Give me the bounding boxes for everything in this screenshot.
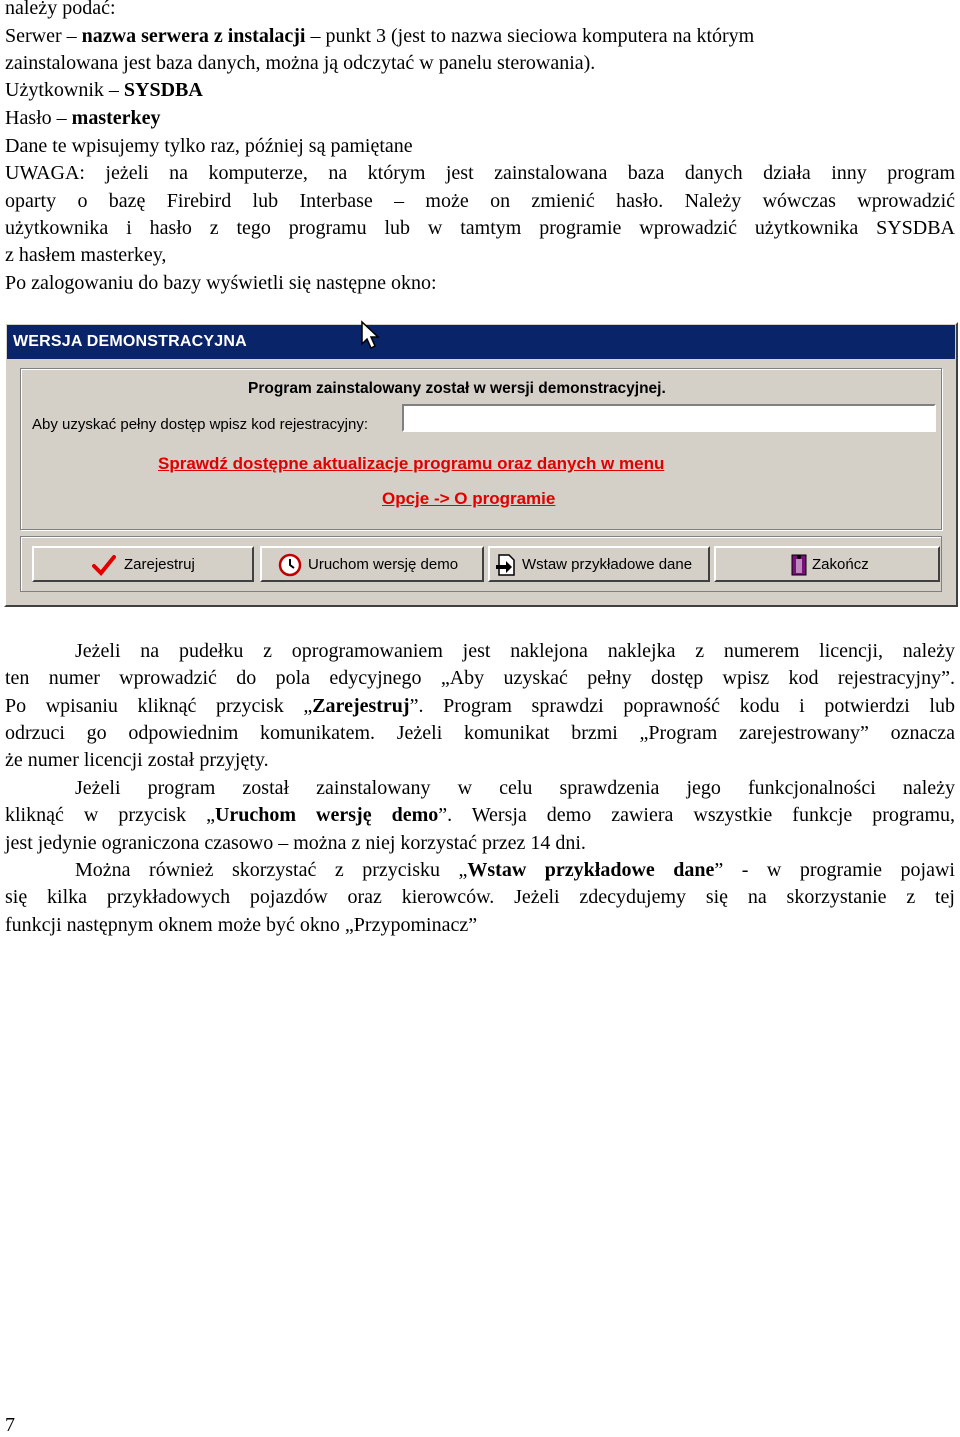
exit-door-icon (788, 553, 812, 577)
text-line: UWAGA: jeżeli na komputerze, na którym jest zainstalowana baza danych działa inny program (5, 162, 955, 184)
text-line: Można również skorzystać z przycisku „Wstaw przykładowe dane” - w programie pojawi (75, 859, 955, 881)
insert-sample-data-button[interactable]: Wstaw przykładowe dane (488, 546, 710, 582)
registration-prompt: Aby uzyskać pełny dostęp wpisz kod rejestracyjny: (32, 416, 368, 433)
page-number: 7 (5, 1414, 15, 1436)
dialog-title: WERSJA DEMONSTRACYJNA (7, 325, 955, 359)
document-arrow-icon (494, 553, 518, 577)
demo-info-text: Program zainstalowany został w wersji demonstracyjnej. (248, 380, 666, 397)
mouse-cursor-icon (360, 320, 382, 350)
text-line: że numer licencji został przyjęty. (5, 749, 269, 771)
text-line: Dane te wpisujemy tylko raz, później są pamiętane (5, 135, 413, 157)
text-line: Użytkownik – SYSDBA (5, 79, 203, 101)
text-line: zainstalowana jest baza danych, można ją odczytać w panelu sterowania). (5, 52, 596, 74)
text-line: użytkownika i hasło z tego programu lub w tamtym programie wprowadzić użytkownika SYSDBA (5, 217, 955, 239)
text-line: odrzuci go odpowiednim komunikatem. Jeżeli komunikat brzmi „Program zarejestrowany” oznacza (5, 722, 955, 744)
demo-dialog (4, 322, 958, 607)
text-line: Po wpisaniu kliknąć przycisk „Zarejestruj”. Program sprawdzi poprawność kodu i potwierdzi lub (5, 695, 955, 717)
text-line: funkcji następnym oknem może być okno „Przypominacz” (5, 914, 478, 936)
text-line: oparty o bazę Firebird lub Interbase – może on zmienić hasło. Należy wówczas wprowadzić (5, 190, 955, 212)
registration-code-input[interactable] (402, 404, 936, 432)
text-line: ten numer wprowadzić do pola edycyjnego „Aby uzyskać pełny dostęp wpisz kod rejestracyjny”. (5, 667, 955, 689)
text-line: kliknąć w przycisk „Uruchom wersję demo”. Wersja demo zawiera wszystkie funkcje programu, (5, 804, 956, 826)
text-line: się kilka przykładowych pojazdów oraz kierowców. Jeżeli zdecydujemy się na skorzystanie z tej (5, 886, 955, 908)
text-line: Po zalogowaniu do bazy wyświetli się następne okno: (5, 272, 437, 294)
checkmark-icon (92, 553, 116, 577)
register-button[interactable]: Zarejestruj (32, 546, 254, 582)
text-line: Jeżeli na pudełku z oprogramowaniem jest naklejona naklejka z numerem licencji, należy (75, 640, 955, 662)
text-line: Jeżeli program został zainstalowany w celu sprawdzenia jego funkcjonalności należy (75, 777, 955, 799)
text-line: należy podać: (5, 0, 116, 19)
updates-link[interactable]: Sprawdź dostępne aktualizacje programu oraz danych w menu (158, 454, 665, 473)
text-line: Serwer – nazwa serwera z instalacji – punkt 3 (jest to nazwa sieciowa komputera na którym (5, 25, 755, 47)
options-about-link[interactable]: Opcje -> O programie (382, 489, 556, 508)
run-demo-button[interactable]: Uruchom wersję demo (260, 546, 484, 582)
exit-button[interactable]: Zakończ (714, 546, 940, 582)
clock-icon (278, 553, 302, 577)
text-line: jest jedynie ograniczona czasowo – można z niej korzystać przez 14 dni. (5, 832, 586, 854)
text-line: Hasło – masterkey (5, 107, 161, 129)
text-line: z hasłem masterkey, (5, 244, 167, 266)
